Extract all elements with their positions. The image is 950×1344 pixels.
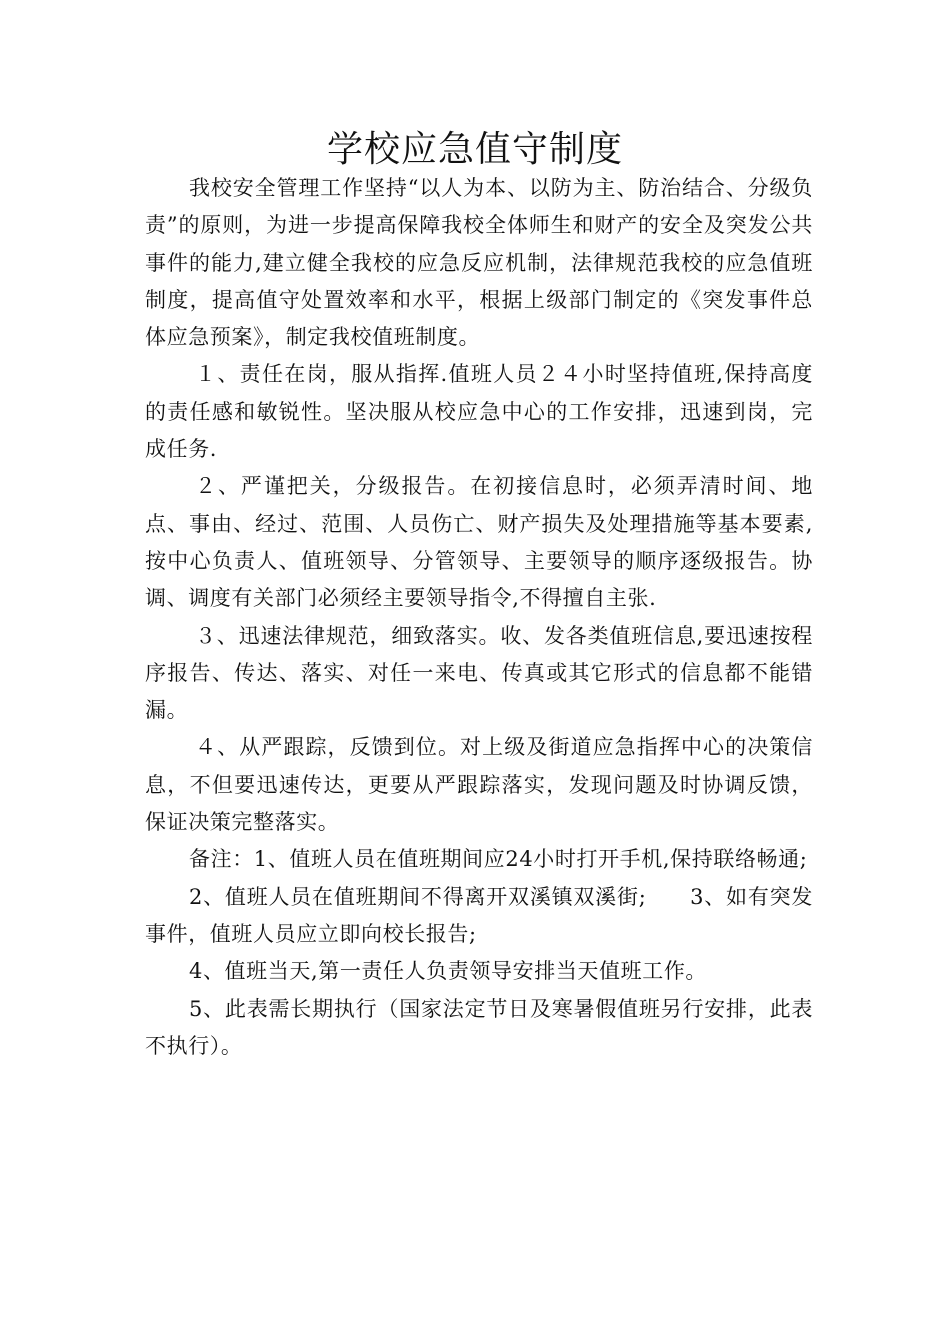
rule-paragraph-1: １、责任在岗，服从指挥.值班人员２４小时坚持值班,保持高度的责任感和敏锐性。坚决服从校应急中心的工作安排，迅速到岗，完成任务. xyxy=(145,362,813,462)
note-paragraph-3: 4、值班当天,第一责任人负责领导安排当天值班工作。 xyxy=(189,959,708,984)
note-paragraph-1: 备注：1、值班人员在值班期间应24小时打开手机,保持联络畅通; xyxy=(189,847,808,872)
rule-paragraph-4: ４、从严跟踪，反馈到位。对上级及街道应急指挥中心的决策信息，不但要迅速传达，更要从严跟踪落实，发现问题及时协调反馈，保证决策完整落实。 xyxy=(145,735,813,835)
rule-paragraph-3: ３、迅速法律规范，细致落实。收、发各类值班信息,要迅速按程序报告、传达、落实、对任一来电、传真或其它形式的信息都不能错漏。 xyxy=(145,623,813,723)
document-body xyxy=(145,170,813,1065)
intro-paragraph: 我校安全管理工作坚持“以人为本、以防为主、防治结合、分级负责”的原则，为进一步提高保障我校全体师生和财产的安全及突发公共事件的能力,建立健全我校的应急反应机制，法律规范我校的应急值班制度，提高值守处置效率和水平，根据上级部门制定的《突发事件总体应急预案》，制定我校值班制度。 xyxy=(145,176,813,350)
note-paragraph-2: 2、值班人员在值班期间不得离开双溪镇双溪街; 3、如有突发事件，值班人员应立即向校长报告; xyxy=(145,884,813,946)
note-paragraph-4: 5、此表需长期执行（国家法定节日及寒暑假值班另行安排，此表不执行）。 xyxy=(145,996,813,1058)
rule-paragraph-2: ２、严谨把关，分级报告。在初接信息时，必须弄清时间、地点、事由、经过、范围、人员伤亡、财产损失及处理措施等基本要素,按中心负责人、值班领导、分管领导、主要领导的顺序逐级报告。协调、调度有关部门必须经主要领导指令,不得擅自主张. xyxy=(145,474,813,611)
document-title: 学校应急值守制度 xyxy=(326,129,623,170)
